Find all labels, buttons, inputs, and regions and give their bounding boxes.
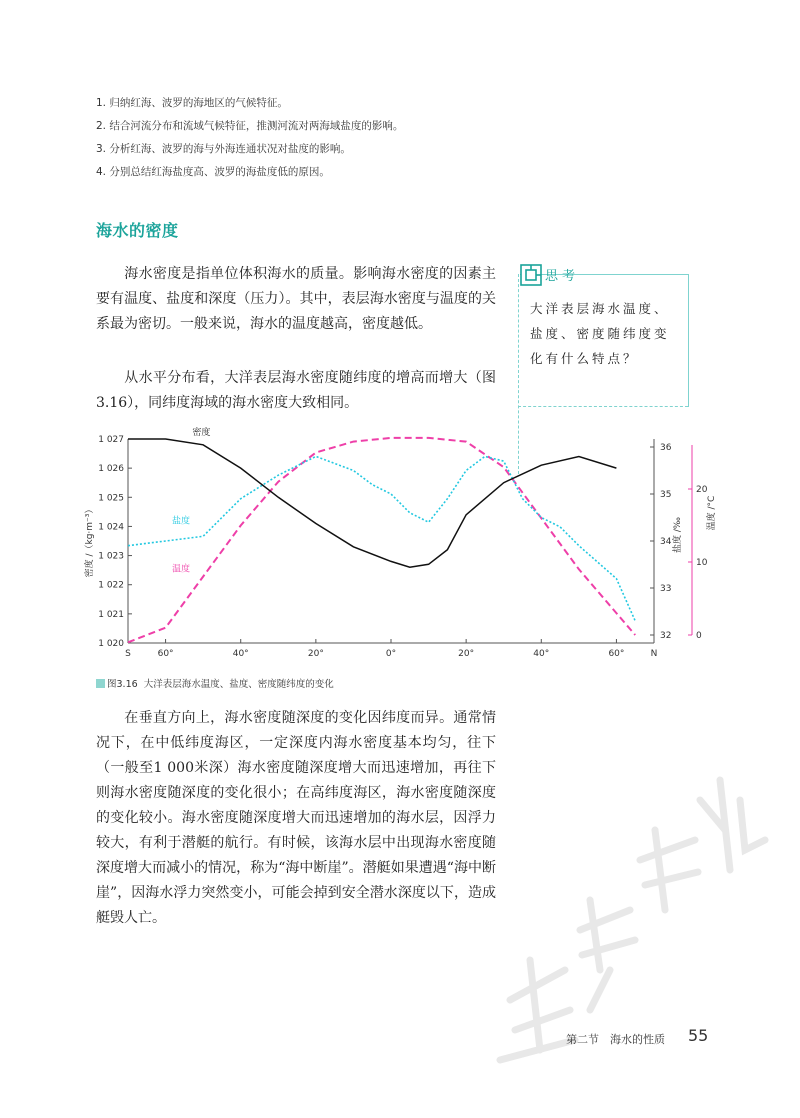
think-box-label: 思考: [545, 269, 580, 284]
temperature-axis-tick-label: 20: [696, 485, 708, 495]
temperature-axis-title: 温度 /°C: [707, 495, 717, 531]
chart-svg: [80, 425, 717, 665]
x-axis-tick-label: 60°: [157, 649, 174, 659]
x-axis-tick-label: 40°: [232, 649, 249, 659]
question-item: 4. 分别总结红海盐度高、波罗的海盐度低的原因。: [96, 166, 330, 178]
paragraph-horizontal-distribution: [96, 366, 496, 416]
caption-number: 图3.16: [107, 679, 138, 690]
caption-marker: [96, 679, 105, 688]
salinity-axis-tick-label: 33: [660, 584, 672, 594]
question-list: [96, 92, 403, 184]
salinity-axis-tick-label: 35: [660, 490, 672, 500]
think-icon: [520, 264, 542, 286]
salinity-axis-tick-label: 32: [660, 631, 672, 641]
salinity-series-label: 盐度: [172, 516, 191, 527]
x-axis-tick-label: S: [125, 649, 131, 659]
temperature-axis-tick-label: 0: [696, 631, 702, 641]
paragraph-text: 在垂直方向上，海水密度随深度的变化因纬度而异。通常情况下，在中低纬度海区，一定深度内海水密度基本均匀，往下（一般至1 000米深）海水密度随深度增大而迅速增加，再往下则海水密度随深度的变化很小；在高纬度海区，海水密度随深度的变化较小。海水密度随深度增大而迅速增加的海水层，因浮力较大，有利于潜艇的航行。有时候，该海水层中出现海水密度随深度增大而减小的情况，称为“海中断崖”。潜艇如果遭遇“海中断崖”，因海水浮力突然变小，可能会掉到安全潜水深度以下，造成艇毁人亡。: [96, 710, 496, 926]
x-axis-tick-label: 60°: [608, 649, 625, 659]
section-title: 海水的密度: [96, 221, 179, 240]
caption-text: 大洋表层海水温度、盐度、密度随纬度的变化: [143, 679, 334, 690]
paragraph-text: 海水密度是指单位体积海水的质量。影响海水密度的因素主要有温度、盐度和深度（压力）。其中，表层海水密度与温度的关系最为密切。一般来说，海水的温度越高，密度越低。: [96, 266, 496, 332]
density-series-label: 密度: [192, 428, 211, 438]
salinity-axis-tick-label: 34: [660, 537, 672, 547]
left-axis-tick-label: 1 026: [98, 464, 124, 475]
left-axis-tick-label: 1 020: [98, 639, 124, 649]
figure-caption: [96, 676, 334, 690]
question-item: 1. 归纳红海、波罗的海地区的气候特征。: [96, 97, 288, 109]
density-series-line: [128, 439, 616, 567]
left-axis-tick-label: 1 027: [98, 435, 124, 445]
salinity-series-line: [128, 456, 635, 621]
x-axis-tick-label: 40°: [533, 649, 550, 659]
think-box-text: 大洋表层海水温度、盐度、密度随纬度变化有什么特点？: [530, 301, 670, 366]
x-axis-tick-label: 20°: [307, 649, 324, 659]
left-axis-tick-label: 1 022: [98, 580, 124, 591]
x-axis-tick-label: 0°: [385, 649, 397, 659]
temperature-axis-tick-label: 10: [696, 558, 708, 568]
left-axis-tick-label: 1 021: [98, 609, 124, 620]
salinity-axis-title: 盐度 /‰: [673, 517, 683, 553]
temperature-series-label: 温度: [172, 564, 191, 575]
x-axis-tick-label: N: [650, 649, 658, 659]
question-item: 3. 分析红海、波罗的海与外海连通状况对盐度的影响。: [96, 143, 351, 155]
x-axis-tick-label: 20°: [458, 649, 475, 659]
temperature-series-line: [128, 438, 635, 642]
page-footer-section: 第二节 海水的性质: [566, 1033, 665, 1046]
paragraph-density-definition: [96, 262, 496, 337]
paragraph-text: 从水平分布看，大洋表层海水密度随纬度的增高而增大（图3.16），同纬度海域的海水密度大致相同。: [96, 370, 496, 411]
left-axis-tick-label: 1 024: [98, 522, 124, 533]
left-axis-title: 密度 /（kg·m⁻³）: [85, 504, 95, 578]
question-item: 2. 结合河流分布和流域气候特征，推测河流对两海域盐度的影响。: [96, 120, 404, 132]
page-number: 55: [688, 1026, 709, 1045]
left-axis-tick-label: 1 023: [98, 551, 124, 562]
paragraph-vertical-distribution: [96, 706, 496, 931]
left-axis-tick-label: 1 025: [98, 493, 124, 504]
latitude-chart: [80, 425, 717, 665]
salinity-axis-tick-label: 36: [660, 443, 672, 453]
